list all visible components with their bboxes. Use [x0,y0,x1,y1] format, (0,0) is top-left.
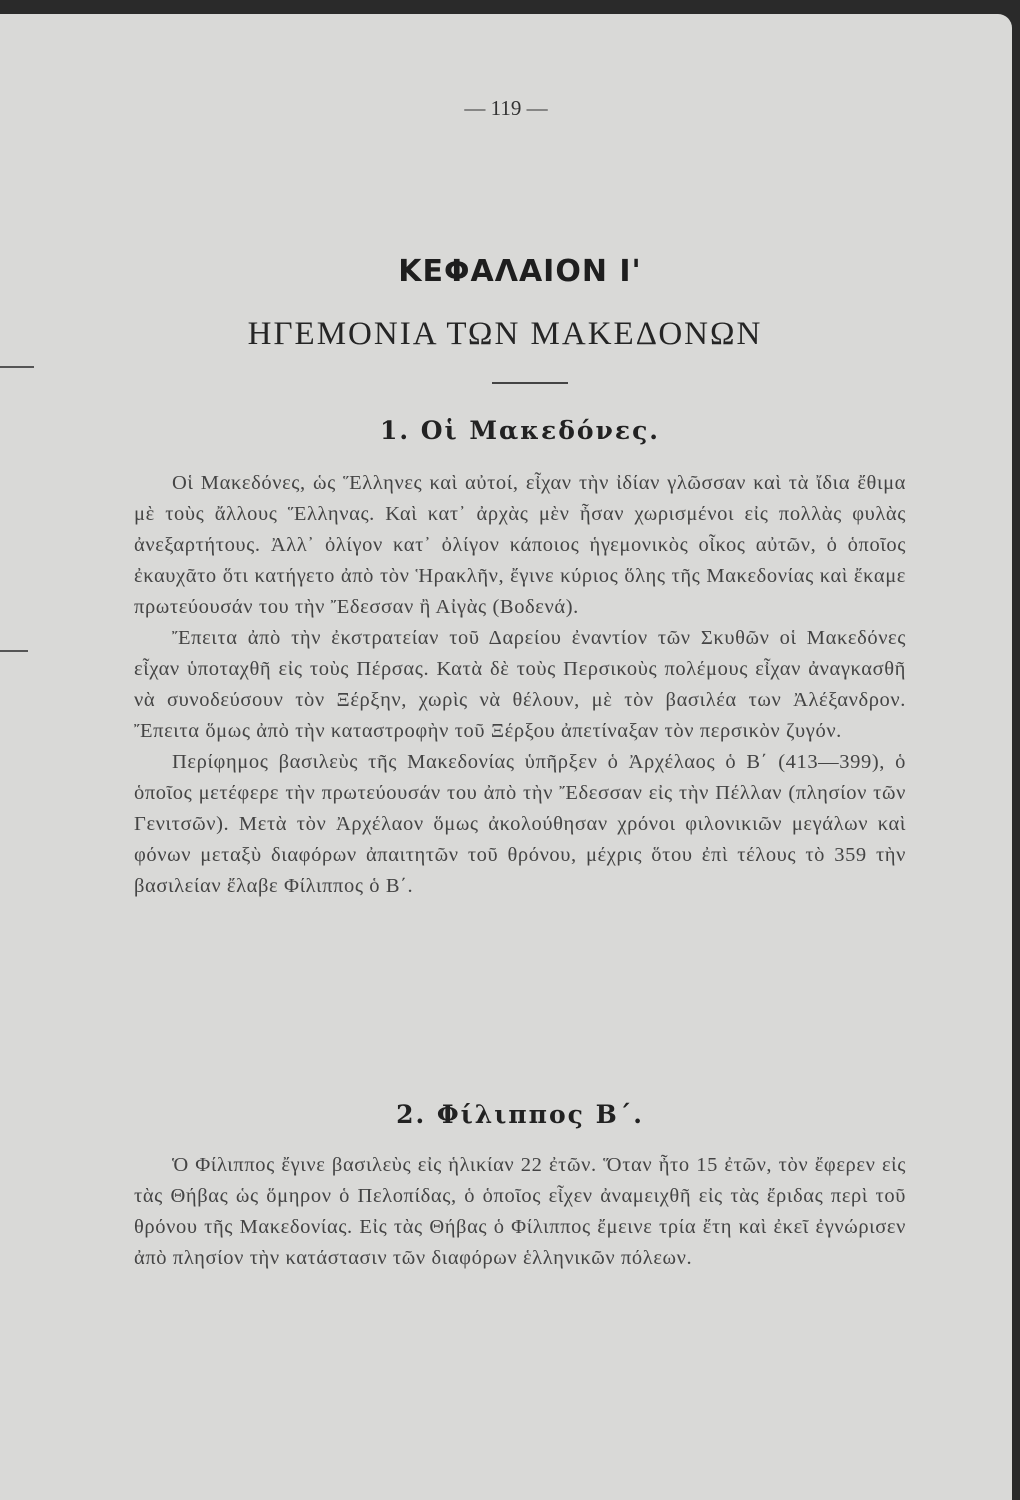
paragraph: Ὁ Φίλιππος ἔγινε βασιλεὺς εἰς ἡλικίαν 22 ἐτῶν. Ὅταν ἦτο 15 ἐτῶν, τὸν ἔφερεν εἰς τὰς Θήβας ὡς ὅμηρον ὁ Πελοπίδας, ὁ ὁποῖος εἶχεν ἀναμειχθῆ εἰς τὰς ἔριδας περὶ τοῦ θρόνου τῆς Μακεδονίας. Εἰς τὰς Θήβας ὁ Φίλιππος ἔμεινε τρία ἔτη καὶ ἐκεῖ ἐγνώρισεν ἀπὸ πλησίον τὴν κατάστασιν τῶν διαφόρων ἑλληνικῶν πόλεων. [134,1154,906,1269]
page-number: — 119 — [464,96,548,120]
section-body-macedonians [134,468,906,902]
book-page [0,14,1012,1500]
section-heading-macedonians: 1. Οἱ Μακεδόνες. [379,416,661,445]
paragraph: Οἱ Μακεδόνες, ὡς Ἕλληνες καὶ αὐτοί, εἶχαν τὴν ἰδίαν γλῶσσαν καὶ τὰ ἴδια ἔθιμα μὲ τοὺς ἄλλους Ἕλληνας. Καὶ κατ᾽ ἀρχὰς μὲν ἦσαν χωρισμένοι εἰς πολλὰς φυλὰς ἀνεξαρτήτους. Ἀλλ᾽ ὀλίγον κατ᾽ ὀλίγον κάποιος ἡγεμονικὸς οἶκος αὐτῶν, ὁ ὁποῖος ἐκαυχᾶτο ὅτι κατήγετο ἀπὸ τὸν Ἡρακλῆν, ἔγινε κύριος ὅλης τῆς Μακεδονίας καὶ ἔκαμε πρωτεύουσάν του τὴν Ἔδεσσαν ἢ Αἰγὰς (Βοδενά). [134,472,906,618]
chapter-title: ΗΓΕΜΟΝΙΑ ΤΩΝ ΜΑΚΕΔΟΝΩΝ [247,316,763,352]
section-heading-philip: 2. Φίλιππος Β΄. [396,1100,644,1129]
paragraph: Περίφημος βασιλεὺς τῆς Μακεδονίας ὑπῆρξεν ὁ Ἀρχέλαος ὁ Β΄ (413—399), ὁ ὁποῖος μετέφερε τὴν πρωτεύουσάν του ἀπὸ τὴν Ἔδεσσαν εἰς τὴν Πέλλαν (πλησίον τῶν Γενιτσῶν). Μετὰ τὸν Ἀρχέλαον ὅμως ἀκολούθησαν χρόνοι φιλονικιῶν μεγάλων καὶ φόνων μεταξὺ διαφόρων ἀπαιτητῶν τοῦ θρόνου, μέχρις ὅτου ἐπὶ τέλους τὸ 359 τὴν βασιλείαν ἔλαβε Φίλιππος ὁ Β΄. [134,751,906,897]
margin-mark [0,366,34,368]
paragraph: Ἔπειτα ἀπὸ τὴν ἐκστρατείαν τοῦ Δαρείου ἐναντίον τῶν Σκυθῶν οἱ Μακεδόνες εἶχαν ὑποταχθῆ εἰς τοὺς Πέρσας. Κατὰ δὲ τοὺς Περσικοὺς πολέμους εἶχαν ἀναγκασθῆ νὰ συνοδεύσουν τὸν Ξέρξην, χωρὶς νὰ θέλουν, μὲ τὸν βασιλέα των Ἀλέξανδρον. Ἔπειτα ὅμως ἀπὸ τὴν καταστροφὴν τοῦ Ξέρξου ἀπετίναξαν τὸν περσικὸν ζυγόν. [134,627,906,742]
margin-mark [0,650,28,652]
chapter-label: ΚΕΦΑΛΑΙΟΝ Ι' [398,254,642,289]
section-body-philip [134,1150,906,1274]
title-divider [492,382,568,384]
